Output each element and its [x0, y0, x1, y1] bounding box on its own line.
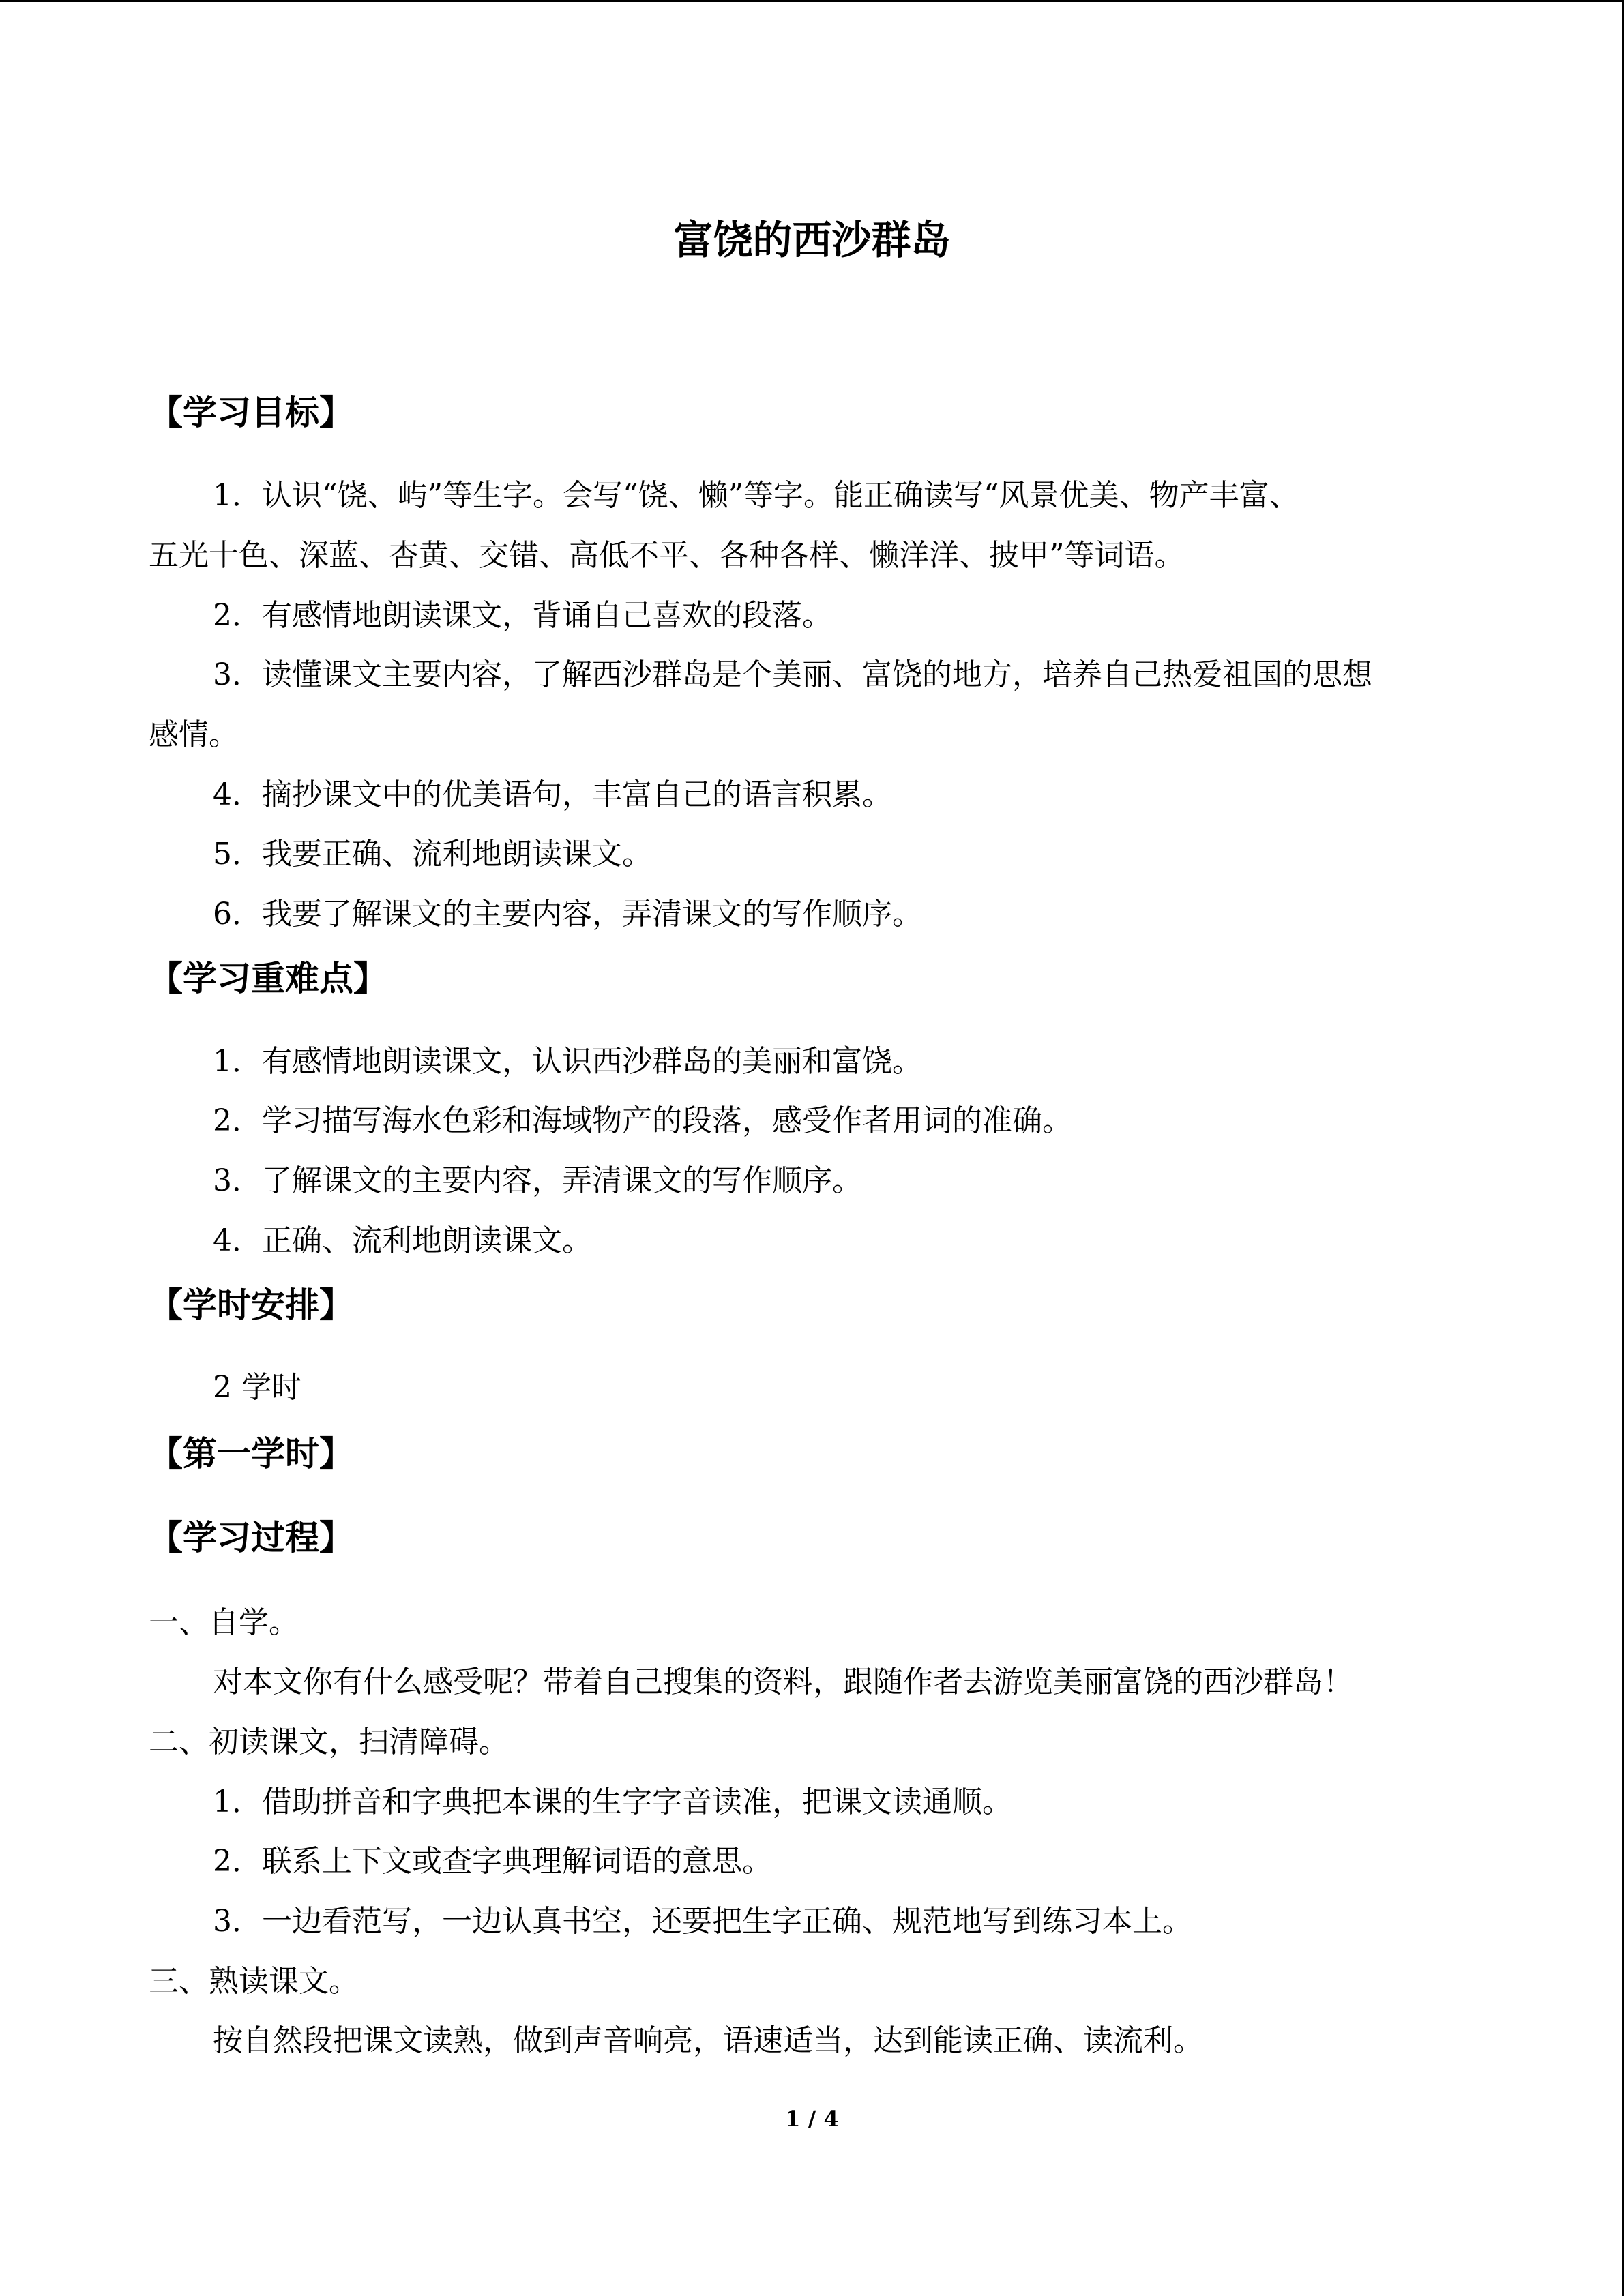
heading-learning-process: 【学习过程】	[149, 1518, 353, 1557]
goal-item-3: 3．读懂课文主要内容，了解西沙群岛是个美丽、富饶的地方，培养自己热爱祖国的思想	[213, 657, 1372, 692]
goal-item-3-cont: 感情。	[149, 717, 239, 752]
key-point-1: 1．有感情地朗读课文，认识西沙群岛的美丽和富饶。	[213, 1044, 922, 1079]
process-step-3: 三、熟读课文。	[149, 1964, 359, 1999]
process-step-2: 二、初读课文，扫清障碍。	[149, 1725, 509, 1759]
process-step-3-text: 按自然段把课文读熟，做到声音响亮，语速适当，达到能读正确、读流利。	[213, 2023, 1203, 2058]
page-number: 1 / 4	[785, 2106, 839, 2132]
page-top-border	[0, 0, 1624, 2]
process-step-2-item-1: 1．借助拼音和字典把本课的生字字音读准，把课文读通顺。	[213, 1785, 1012, 1819]
key-point-4: 4．正确、流利地朗读课文。	[213, 1223, 592, 1258]
document-title: 富饶的西沙群岛	[673, 217, 951, 263]
process-step-2-item-2: 2．联系上下文或查字典理解词语的意思。	[213, 1844, 772, 1879]
process-step-1-text: 对本文你有什么感受呢？带着自己搜集的资料，跟随作者去游览美丽富饶的西沙群岛！	[213, 1665, 1353, 1699]
heading-learning-goals: 【学习目标】	[149, 393, 353, 432]
key-point-2: 2．学习描写海水色彩和海域物产的段落，感受作者用词的准确。	[213, 1103, 1072, 1138]
heading-first-period: 【第一学时】	[149, 1434, 353, 1474]
process-step-1: 一、自学。	[149, 1605, 299, 1640]
process-step-2-item-3: 3．一边看范写，一边认真书空，还要把生字正确、规范地写到练习本上。	[213, 1904, 1192, 1939]
goal-item-5: 5．我要正确、流利地朗读课文。	[213, 837, 652, 871]
goal-item-4: 4．摘抄课文中的优美语句，丰富自己的语言积累。	[213, 777, 892, 812]
goal-item-6: 6．我要了解课文的主要内容，弄清课文的写作顺序。	[213, 897, 922, 931]
goal-item-1: 1．认识“饶、屿”等生字。会写“饶、懒”等字。能正确读写“风景优美、物产丰富、	[213, 478, 1299, 513]
goal-item-2: 2．有感情地朗读课文，背诵自己喜欢的段落。	[213, 598, 832, 633]
goal-item-1-cont: 五光十色、深蓝、杏黄、交错、高低不平、各种各样、懒洋洋、披甲”等词语。	[149, 538, 1185, 573]
key-point-3: 3．了解课文的主要内容，弄清课文的写作顺序。	[213, 1163, 862, 1198]
schedule-text: 2 学时	[213, 1370, 301, 1405]
heading-key-points: 【学习重难点】	[149, 959, 387, 998]
heading-schedule: 【学时安排】	[149, 1285, 353, 1325]
